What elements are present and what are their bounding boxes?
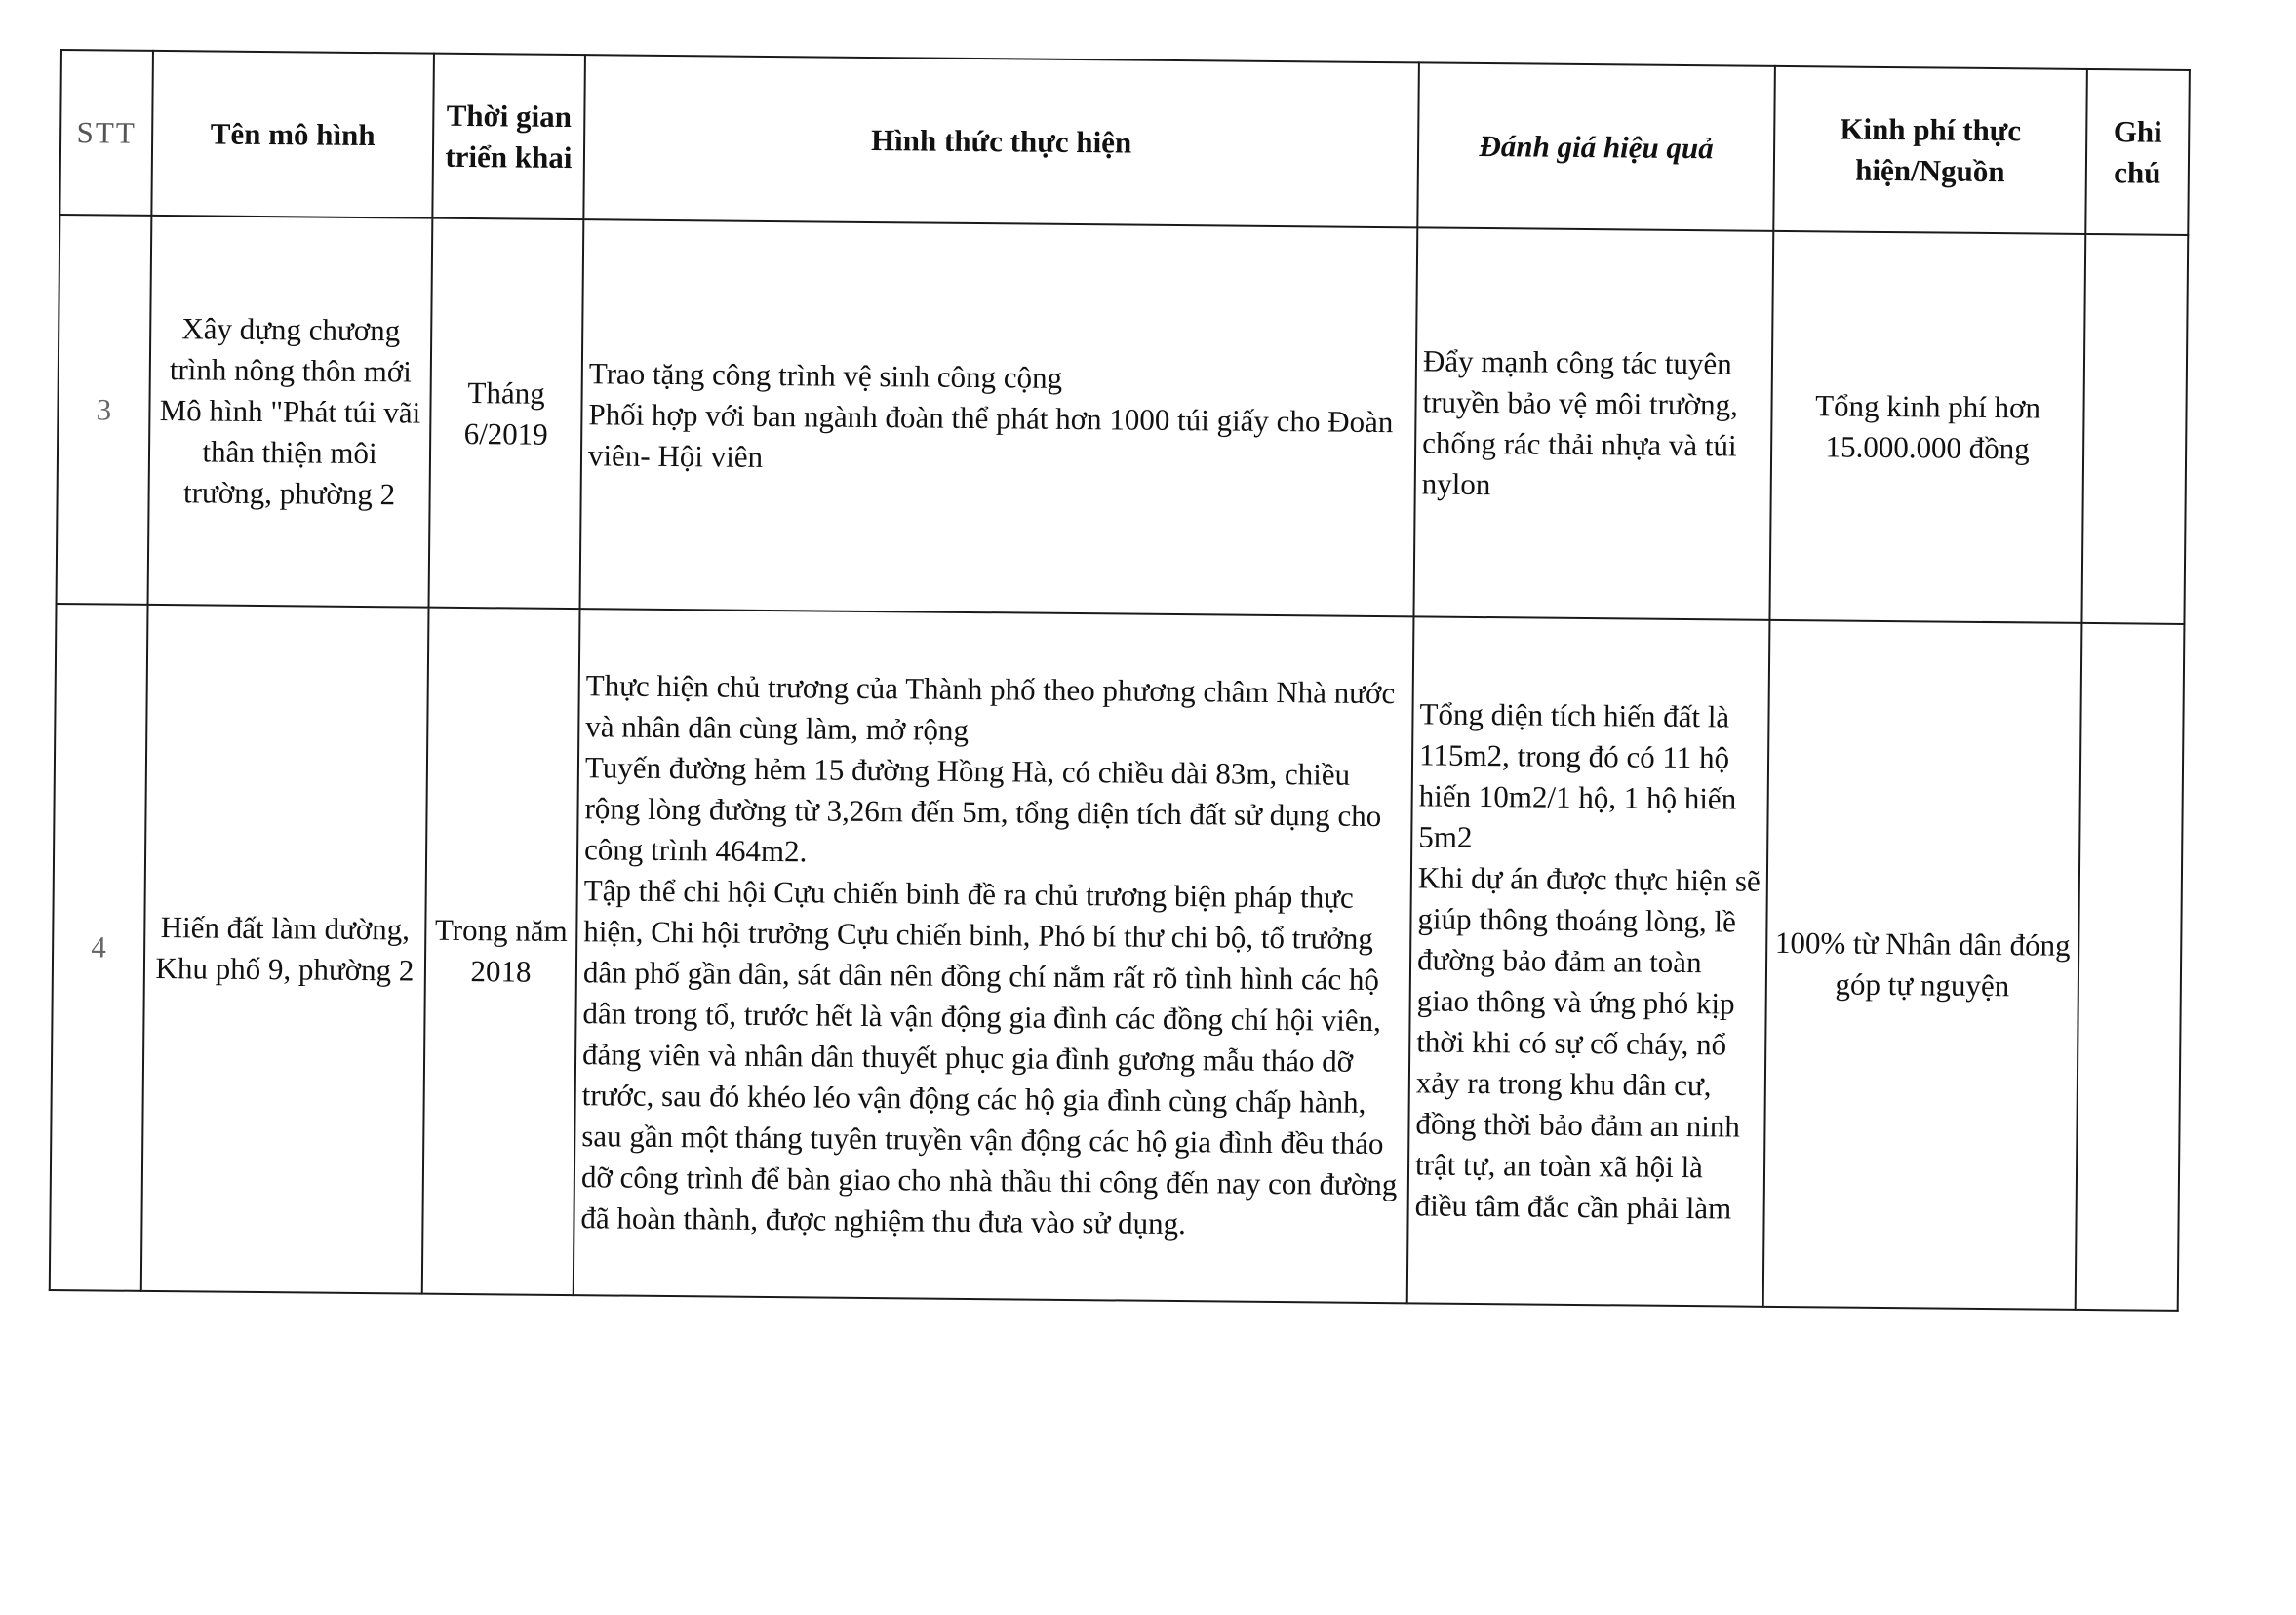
cell-evaluation: [1407, 616, 1770, 1306]
method-line: Tuyến đường hẻm 15 đường Hồng Hà, có chiều dài 83m, chiều rộng lòng đường từ 3,26m đến 5m, tổng diện tích đất sử dụng cho công trình 464m2.: [583, 750, 1382, 869]
cell-model-name: Xây dựng chương trình nông thôn mới Mô hình "Phát túi vãi thân thiện môi trường, phường 2: [148, 216, 433, 608]
cell-budget: Tổng kinh phí hơn 15.000.000 đồng: [1769, 231, 2085, 623]
table-row: [57, 215, 2189, 624]
method-line: Trao tặng công trình vệ sinh công cộng: [588, 355, 1063, 395]
report-table: [49, 49, 2191, 1312]
cell-note: [2076, 623, 2185, 1311]
header-row: [59, 50, 2190, 235]
header-budget: Kinh phí thực hiện/Nguồn: [1773, 66, 2087, 234]
header-evaluation: Đánh giá hiệu quả: [1417, 62, 1775, 230]
cell-time: Tháng 6/2019: [429, 218, 584, 609]
header-stt: STT: [59, 50, 153, 216]
table-row: [50, 604, 2185, 1311]
cell-stt: 4: [50, 604, 148, 1291]
cell-method: [580, 219, 1418, 616]
evaluation-line: Khi dự án được thực hiện sẽ giúp thông thoáng lòng, lề đường bảo đảm an toàn giao thông và ứng phó kịp thời khi có sự cố cháy, nổ xảy ra trong khu dân cư, đồng thời bảo đảm an ninh trật tự, an toàn xã hội là điều tâm đắc cần phải làm: [1414, 860, 1761, 1226]
cell-time: Trong năm 2018: [422, 608, 580, 1295]
method-line: Thực hiện chủ trương của Thành phố theo phương châm Nhà nước và nhân dân cùng làm, mở rộng: [585, 668, 1396, 747]
cell-model-name: Hiến đất làm dường, Khu phố 9, phường 2: [141, 605, 429, 1294]
header-note: Ghi chú: [2085, 69, 2190, 235]
header-model-name: Tên mô hình: [151, 51, 434, 218]
evaluation-line: Tổng diện tích hiến đất là 115m2, trong đó có 11 hộ hiến 10m2/1 hộ, 1 hộ hiến 5m2: [1418, 696, 1737, 854]
cell-stt: 3: [57, 215, 152, 605]
cell-evaluation: Đẩy mạnh công tác tuyên truyền bảo vệ môi trường, chống rác thải nhựa và túi nylon: [1413, 227, 1773, 619]
method-line: Tập thể chi hội Cựu chiến binh đề ra chủ trương biện pháp thực hiện, Chi hội trưởng Cựu chiến binh, Phó bí thư chi bộ, tổ trưởng dân phố gần dân, sát dân nên đồng chí nắm rất rõ tình hình các hộ dân trong tổ, trước hết là vận động gia đình các đồng chí hội viên, đảng viên và nhân dân thuyết phục gia đình gương mẫu tháo dỡ trước, sau đó khéo léo vận động các hộ gia đình cùng chấp hành, sau gần một tháng tuyên truyền vận động các hộ gia đình đều tháo dỡ công trình để bàn giao cho nhà thầu thi công đến nay con đường đã hoàn thành, được nghiệm thu đưa vào sử dụng.: [580, 873, 1398, 1241]
header-method: Hình thức thực hiện: [583, 55, 1419, 227]
cell-method: [574, 609, 1414, 1303]
header-time: Thời gian triển khai: [432, 54, 585, 219]
cell-budget: 100% từ Nhân dân đóng góp tự nguyện: [1763, 620, 2082, 1310]
method-line: Phối hợp với ban ngành đoàn thể phát hơn 1000 túi giấy cho Đoàn viên- Hội viên: [587, 396, 1394, 474]
cell-note: [2081, 234, 2188, 624]
